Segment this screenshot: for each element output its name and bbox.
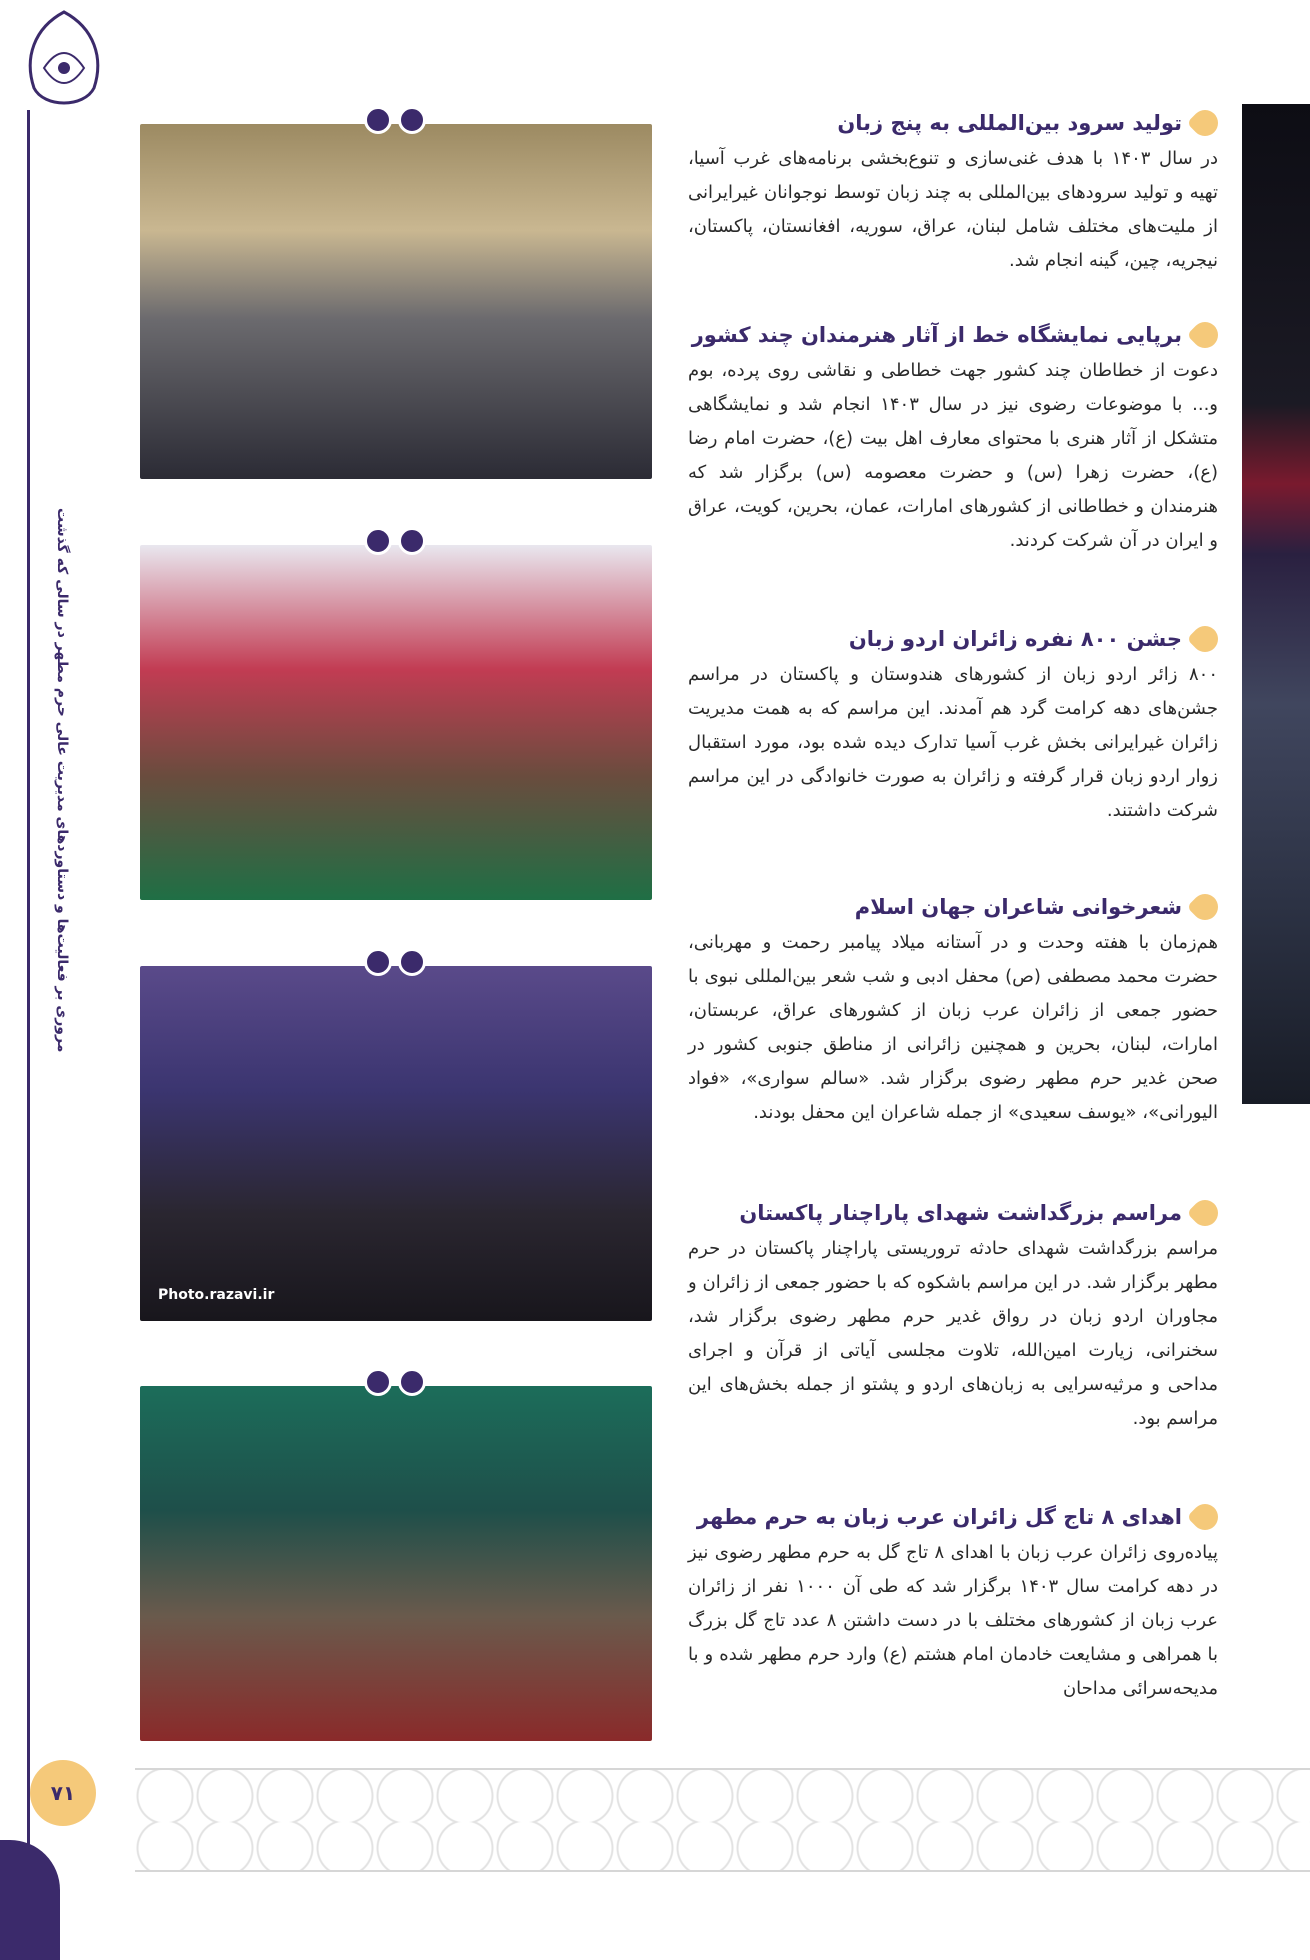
section-body: در سال ۱۴۰۳ با هدف غنی‌سازی و تنوع‌بخشی برنامه‌های غرب آسیا، تهیه و تولید سرودهای بین‌المللی به چند زبان توسط نوجوانان غیرایرانی از ملیت‌های مختلف شامل لبنان، عراق، سوریه، افغانستان، پاکستان، نیجریه، چین، گینه انجام شد.	[688, 148, 1218, 271]
section-heading	[688, 322, 1218, 348]
bullet-icon	[1187, 105, 1224, 142]
photo-ornament	[360, 527, 430, 557]
section-body: دعوت از خطاطان چند کشور جهت خطاطی و نقاشی روی پرده، بوم و... با موضوعات رضوی نیز در سال ۱۴۰۳ انجام شد و نمایشگاهی متشکل از آثار هنری با محتوای معارف اهل بیت (ع)، حضرت امام رضا (ع)، حضرت زهرا (س) و حضرت معصومه (س) برگزار شد که هنرمندان و خطاطانی از کشورهای امارات، عمان، بحرین، کویت، عراق و ایران در آن شرکت کردند.	[688, 360, 1218, 551]
photo-quran-reading	[140, 1386, 652, 1741]
section-title: برپایی نمایشگاه خط از آثار هنرمندان چند کشور	[691, 323, 1182, 347]
ornament-flower-icon	[364, 1368, 392, 1396]
ornament-flower-icon	[364, 106, 392, 134]
decorative-pattern-band	[135, 1768, 1310, 1872]
section-body: ۸۰۰ زائر اردو زبان از کشورهای هندوستان و پاکستان در مراسم جشن‌های دهه کرامت گرد هم آمدند. این مراسم که به همت مدیریت زائران غیرایرانی بخش غرب آسیا تدارک دیده شده بود، مورد استقبال زوار اردو زبان قرار گرفته و زائران به صورت خانوادگی در این مراسم شرکت داشتند.	[688, 664, 1218, 821]
section-heading	[688, 894, 1218, 920]
bullet-icon	[1187, 317, 1224, 354]
section-heading	[688, 110, 1218, 136]
right-edge-photo	[1242, 104, 1310, 1104]
section-heading	[688, 1200, 1218, 1226]
photo-ornament	[360, 106, 430, 136]
section-title: تولید سرود بین‌المللی به پنج زبان	[837, 111, 1182, 135]
ornament-flower-icon	[364, 948, 392, 976]
section-title: جشن ۸۰۰ نفره زائران اردو زبان	[848, 627, 1182, 651]
section-heading	[688, 1504, 1218, 1530]
article-section	[688, 322, 1218, 558]
ornament-flower-icon	[398, 106, 426, 134]
ornament-flower-icon	[398, 948, 426, 976]
ornament-flower-icon	[398, 1368, 426, 1396]
photo-ornament	[360, 1368, 430, 1398]
bullet-icon	[1187, 1195, 1224, 1232]
photo-ornament	[360, 948, 430, 978]
photo-credit: Photo.razavi.ir	[158, 1287, 275, 1303]
article-section	[688, 626, 1218, 828]
article-section	[688, 1200, 1218, 1436]
running-head: مروری بر فعالیت‌ها و دستاوردهای مدیریت عالی حرم مطهر در سالی که گذشت	[54, 507, 70, 1053]
article-section	[688, 894, 1218, 1130]
photo-ceremony-hall	[140, 966, 652, 1321]
article-section	[688, 110, 1218, 278]
section-title: مراسم بزرگداشت شهدای پاراچنار پاکستان	[739, 1201, 1182, 1225]
margin-rule	[27, 110, 30, 1850]
page-number: ۷۱	[30, 1760, 96, 1826]
section-heading	[688, 626, 1218, 652]
left-margin-band	[0, 0, 80, 1960]
section-body: پیاده‌روی زائران عرب زبان با اهدای ۸ تاج گل به حرم مطهر رضوی نیز در دهه کرامت سال ۱۴۰۳ برگزار شد که طی آن ۱۰۰۰ نفر از زائران عرب زبان از کشورهای مختلف با در دست داشتن ۸ عدد تاج گل بزرگ با همراهی و مشایعت خادمان امام هشتم (ع) وارد حرم مطهر شده و با مدیحه‌سرائی مداحان	[688, 1542, 1219, 1699]
bullet-icon	[1187, 889, 1224, 926]
ornament-flower-icon	[398, 527, 426, 555]
ornament-flower-icon	[364, 527, 392, 555]
bullet-icon	[1187, 1499, 1224, 1536]
bullet-icon	[1187, 621, 1224, 658]
section-body: مراسم بزرگداشت شهدای حادثه تروریستی پاراچنار پاکستان در حرم مطهر برگزار شد. در این مراسم باشکوه که با حضور جمعی از زائران و مجاوران اردو زبان در رواق غدیر حرم مطهر رضوی برگزار شد، سخنرانی، زیارت امین‌الله، تلاوت مجلسی آیاتی از قرآن و اجرای مداحی و مرثیه‌سرایی به زبان‌های اردو و پشتو از جمله بخش‌های این مراسم بود.	[688, 1238, 1218, 1429]
magazine-logo-icon	[14, 8, 114, 118]
corner-decoration	[0, 1840, 60, 1960]
photo-shrine-crowd	[140, 124, 652, 479]
section-body: هم‌زمان با هفته وحدت و در آستانه میلاد پیامبر رحمت و مهربانی، حضرت محمد مصطفی (ص) محفل ادبی و شب شعر بین‌المللی نبوی با حضور جمعی از زائران عرب زبان از کشورهای عراق، عربستان، امارات، لبنان، بحرین و همچنین زائرانی از مناطق جنوبی کشور در صحن غدیر حرم مطهر رضوی برگزار شد. «سالم سواری»، «فواد الیورانی»، «یوسف سعیدی» از جمله شاعران این محفل بودند.	[688, 932, 1218, 1123]
article-section	[688, 1504, 1218, 1706]
section-title: شعرخوانی شاعران جهان اسلام	[854, 895, 1182, 919]
photo-choir-stage	[140, 545, 652, 900]
section-title: اهدای ۸ تاج گل زائران عرب زبان به حرم مطهر	[696, 1505, 1182, 1529]
